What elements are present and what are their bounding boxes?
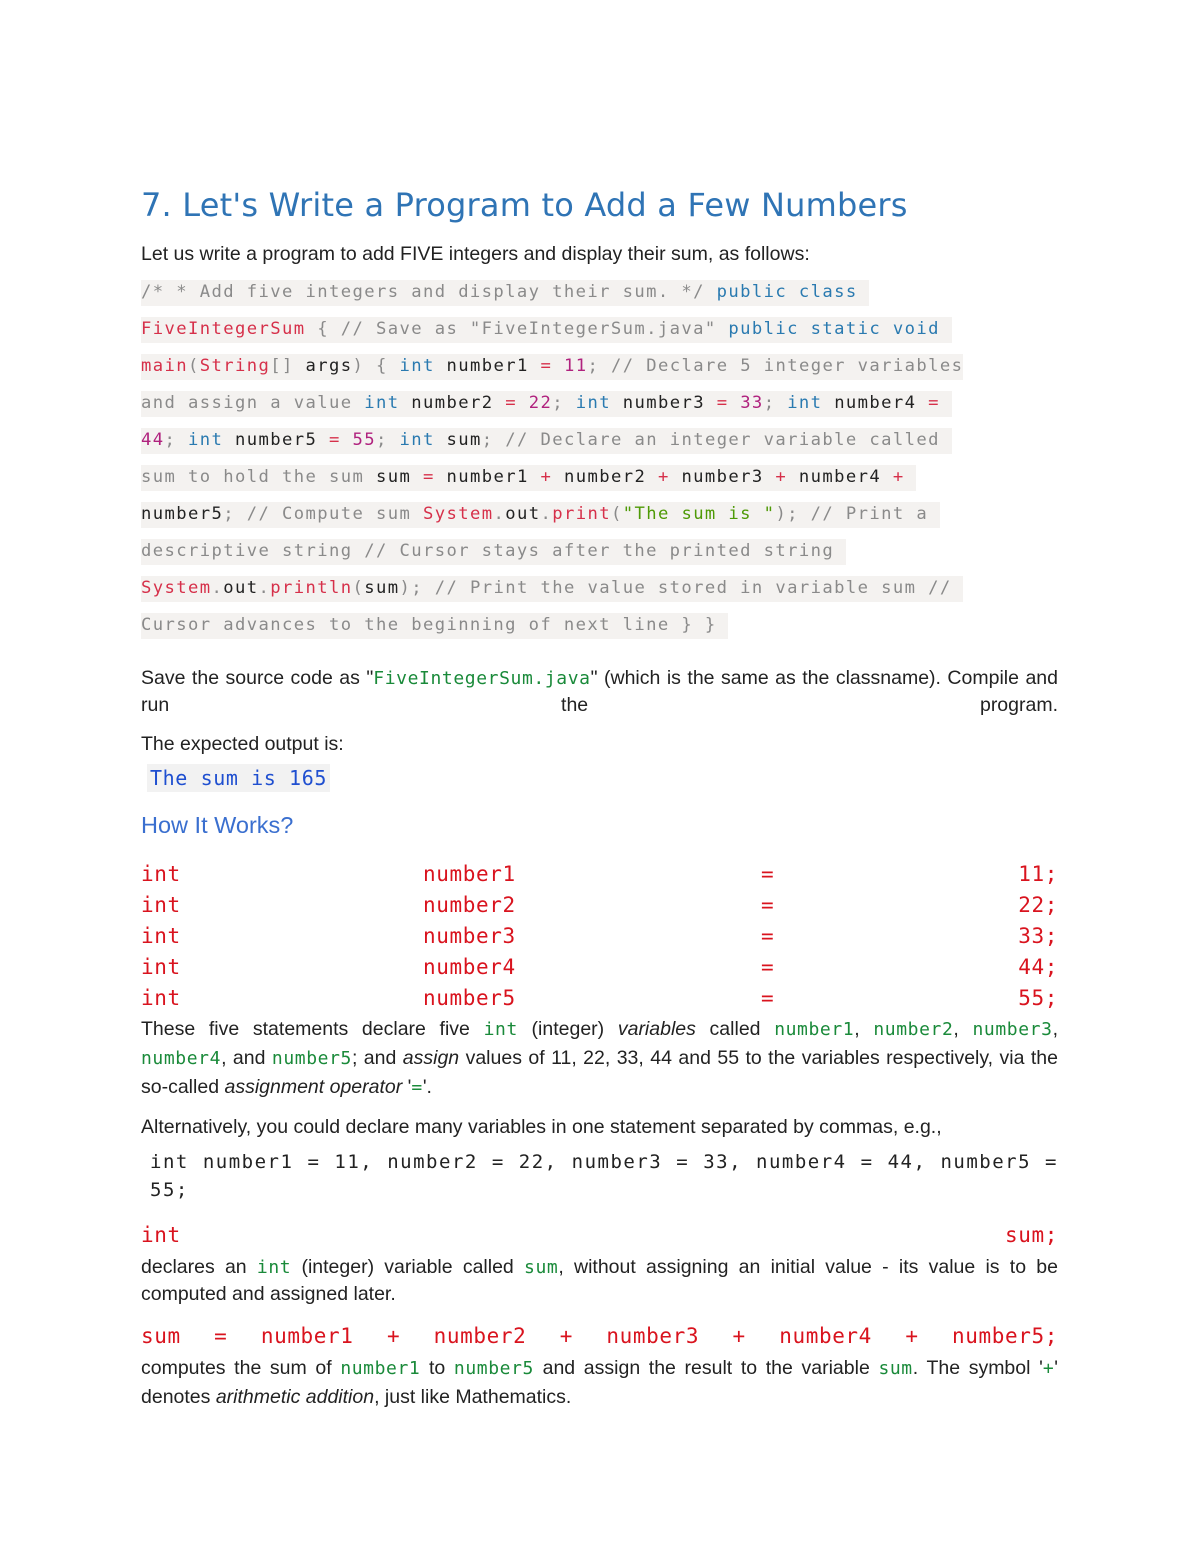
inline-code: + — [1042, 1358, 1055, 1379]
code-comment: sum to hold the sum — [141, 467, 376, 487]
code-operator: = — [328, 430, 353, 450]
text: (integer) — [517, 1018, 618, 1040]
decl-type: int — [141, 955, 181, 979]
inline-code: number5 — [453, 1358, 534, 1379]
expr-token: number3 — [606, 1324, 700, 1348]
text: ; and — [351, 1047, 403, 1069]
code-ident: number4 — [798, 467, 893, 487]
inline-code: number2 — [873, 1019, 954, 1040]
code-number: 55 — [352, 430, 376, 450]
text: , without assigning an initial value - its value is to be computed and assigned later. — [141, 1256, 1058, 1305]
inline-code: sum — [524, 1257, 559, 1278]
inline-code: number1 — [340, 1358, 421, 1379]
expr-token: number4 — [779, 1324, 872, 1348]
code-operator: = — [928, 393, 952, 413]
text: . The symbol ' — [912, 1357, 1043, 1379]
code-operator: = — [505, 393, 529, 413]
text: computes the sum of — [141, 1357, 341, 1379]
decl-eq: = — [761, 924, 775, 948]
inline-code: int — [256, 1257, 292, 1278]
emphasis: assign — [402, 1047, 460, 1069]
code-number: 44 — [141, 430, 165, 450]
code-operator: + — [892, 467, 917, 487]
explain-decls-paragraph — [141, 1015, 1058, 1102]
text: , — [854, 1018, 874, 1040]
emphasis: arithmetic addition — [215, 1386, 375, 1408]
decl-eq: = — [761, 986, 775, 1010]
explain-sum-paragraph — [141, 1254, 1058, 1307]
inline-code: sum — [878, 1358, 913, 1379]
text: , just like Mathematics. — [374, 1386, 572, 1408]
text: to — [420, 1357, 454, 1379]
text: '. — [422, 1076, 432, 1098]
code-line — [141, 278, 1061, 315]
code-operator: = — [422, 467, 447, 487]
text: values of 11, 22, 33, 44 and 55 to the variables respectively, via the so-called — [141, 1047, 1059, 1098]
explain-compute-paragraph — [141, 1354, 1058, 1411]
code-ident: number1 — [446, 356, 541, 376]
code-comment: ; // Compute sum — [223, 504, 423, 524]
decl-row — [141, 955, 1058, 986]
expr-token: + — [386, 1324, 401, 1348]
code-number: 11 — [563, 356, 588, 376]
code-punct: ) { — [352, 356, 400, 376]
code-line — [141, 315, 1061, 352]
code-type: String — [199, 356, 271, 376]
decl-name: number1 — [423, 862, 516, 886]
code-comment: descriptive string // Cursor stays after the printed string — [141, 541, 846, 561]
code-line — [141, 389, 1061, 426]
decl-type: int — [141, 1223, 181, 1247]
code-method: print — [552, 504, 611, 524]
code-punct: ; — [552, 393, 576, 413]
code-comment: and assign a value — [141, 393, 365, 413]
text: , — [953, 1018, 973, 1040]
decl-type: int — [141, 893, 181, 917]
code-keyword: public class — [716, 282, 870, 302]
code-class-name: System — [422, 504, 494, 524]
section-heading: 7. Let's Write a Program to Add a Few Numbers — [141, 186, 908, 224]
decl-eq: = — [761, 955, 775, 979]
expr-token: + — [732, 1324, 746, 1348]
program-output: The sum is 165 — [147, 764, 330, 792]
text: Save the source code as " — [141, 667, 374, 689]
save-paragraph — [141, 665, 1058, 718]
emphasis: variables — [617, 1018, 696, 1040]
code-keyword: int — [188, 430, 235, 450]
code-comment: { // Save as "FiveIntegerSum.java" — [305, 319, 729, 339]
expr-token: + — [905, 1324, 919, 1348]
inline-code: number3 — [972, 1019, 1053, 1040]
inline-code: number5 — [271, 1048, 352, 1069]
code-block — [141, 278, 1061, 648]
expr-token: number1 — [260, 1324, 354, 1348]
inline-code: number1 — [774, 1019, 855, 1040]
text: ' — [402, 1076, 412, 1098]
intro-paragraph: Let us write a program to add FIVE integers and display their sum, as follows: — [141, 243, 810, 265]
code-line — [141, 611, 1061, 648]
code-line — [141, 574, 1061, 611]
emphasis: assignment operator — [224, 1076, 403, 1098]
code-punct: . — [258, 578, 271, 598]
alternative-paragraph: Alternatively, you could declare many variables in one statement separated by commas, e.g., — [141, 1116, 942, 1138]
how-it-works-heading: How It Works? — [141, 812, 294, 838]
decl-row — [141, 986, 1058, 1017]
code-line — [141, 352, 1061, 389]
code-operator: + — [540, 467, 564, 487]
decl-name: number3 — [423, 924, 516, 948]
code-comment: Cursor advances to the beginning of next line } } — [141, 615, 729, 635]
code-ident: out — [505, 504, 541, 524]
code-line — [141, 463, 1061, 500]
expr-token: number2 — [433, 1324, 527, 1348]
code-number: 33 — [740, 393, 764, 413]
code-operator: + — [657, 467, 682, 487]
filename-code: FiveIntegerSum.java — [373, 668, 591, 689]
inline-code: number4 — [141, 1048, 222, 1069]
text: , — [1052, 1018, 1058, 1040]
code-punct: ( — [188, 356, 200, 376]
decl-value: 33; — [1018, 924, 1058, 948]
decl-type: int — [141, 862, 181, 886]
code-punct: . — [540, 504, 553, 524]
code-ident: number1 — [446, 467, 541, 487]
code-ident: number2 — [411, 393, 506, 413]
code-punct: . — [211, 578, 224, 598]
code-ident: out — [223, 578, 259, 598]
code-ident: args — [305, 356, 353, 376]
code-keyword: int — [399, 430, 447, 450]
code-ident: sum — [446, 430, 482, 450]
code-comment: /* * Add five integers and display their sum. */ — [141, 282, 717, 302]
code-punct: [] — [270, 356, 306, 376]
decl-row — [141, 924, 1058, 955]
decl-name: number2 — [423, 893, 516, 917]
expr-token: + — [559, 1324, 573, 1348]
code-punct: ; — [164, 430, 188, 450]
text: (integer) variable called — [291, 1256, 525, 1278]
decl-type: int — [141, 924, 181, 948]
sum-decl-row — [141, 1223, 1058, 1254]
decl-value: 22; — [1018, 893, 1058, 917]
code-keyword: int — [787, 393, 835, 413]
code-ident: sum — [364, 578, 400, 598]
decl-eq: = — [761, 893, 775, 917]
text: " (which is the same as the classname). Compile and run the program. — [141, 667, 1058, 716]
text: and assign the result to the variable — [533, 1357, 879, 1379]
decl-eq: = — [761, 862, 775, 886]
code-line — [141, 426, 1061, 463]
expected-label: The expected output is: — [141, 733, 344, 755]
code-ident: number3 — [681, 467, 776, 487]
code-keyword: int — [399, 356, 447, 376]
text: These five statements declare five — [141, 1018, 484, 1040]
decl-name: number5 — [423, 986, 516, 1010]
code-class-name: FiveIntegerSum — [141, 319, 306, 339]
decl-name: sum; — [1005, 1223, 1058, 1247]
alt-code-line-2: 55; — [150, 1179, 189, 1201]
code-comment: ; // Declare an integer variable called — [481, 430, 952, 450]
code-ident: number4 — [834, 393, 929, 413]
alt-code-line-1: int number1 = 11, number2 = 22, number3 = 33, number4 = 44, number5 = — [150, 1151, 1058, 1173]
code-ident: number3 — [622, 393, 717, 413]
code-method: main — [141, 356, 188, 376]
code-comment: ; // Declare 5 integer variables — [587, 356, 964, 376]
inline-code: int — [483, 1019, 518, 1040]
code-string: "The sum is " — [622, 504, 776, 524]
decl-row — [141, 893, 1058, 924]
code-operator: = — [540, 356, 564, 376]
code-class-name: System — [141, 578, 212, 598]
code-operator: + — [775, 467, 799, 487]
code-punct: ; — [375, 430, 400, 450]
expr-token: = — [214, 1324, 228, 1348]
code-ident: number5 — [141, 504, 224, 524]
code-ident: sum — [375, 467, 423, 487]
sum-expression — [141, 1323, 1058, 1349]
code-keyword: int — [575, 393, 623, 413]
decl-value: 44; — [1018, 955, 1058, 979]
decl-name: number4 — [423, 955, 516, 979]
text: ' denotes — [141, 1357, 1058, 1408]
code-comment: ); // Print a — [775, 504, 940, 524]
code-punct: ( — [610, 504, 623, 524]
code-ident: number2 — [563, 467, 658, 487]
decl-value: 55; — [1018, 986, 1058, 1010]
decl-type: int — [141, 986, 181, 1010]
code-keyword: int — [364, 393, 412, 413]
code-line — [141, 537, 1061, 574]
code-punct: ; — [763, 393, 788, 413]
text: , and — [221, 1047, 272, 1069]
code-line — [141, 500, 1061, 537]
decl-row — [141, 862, 1058, 893]
code-operator: = — [716, 393, 741, 413]
code-punct: . — [493, 504, 506, 524]
code-number: 22 — [528, 393, 553, 413]
expr-token: number5; — [952, 1324, 1058, 1348]
expr-token: sum — [141, 1324, 181, 1348]
code-keyword: public static void — [728, 319, 952, 339]
code-ident: number5 — [235, 430, 329, 450]
text: called — [695, 1018, 775, 1040]
decl-value: 11; — [1018, 862, 1058, 886]
text: declares an — [141, 1256, 257, 1278]
code-method: println — [270, 578, 353, 598]
code-punct: ( — [352, 578, 365, 598]
inline-code: = — [411, 1077, 423, 1098]
code-comment: ); // Print the value stored in variable sum // — [399, 578, 964, 598]
